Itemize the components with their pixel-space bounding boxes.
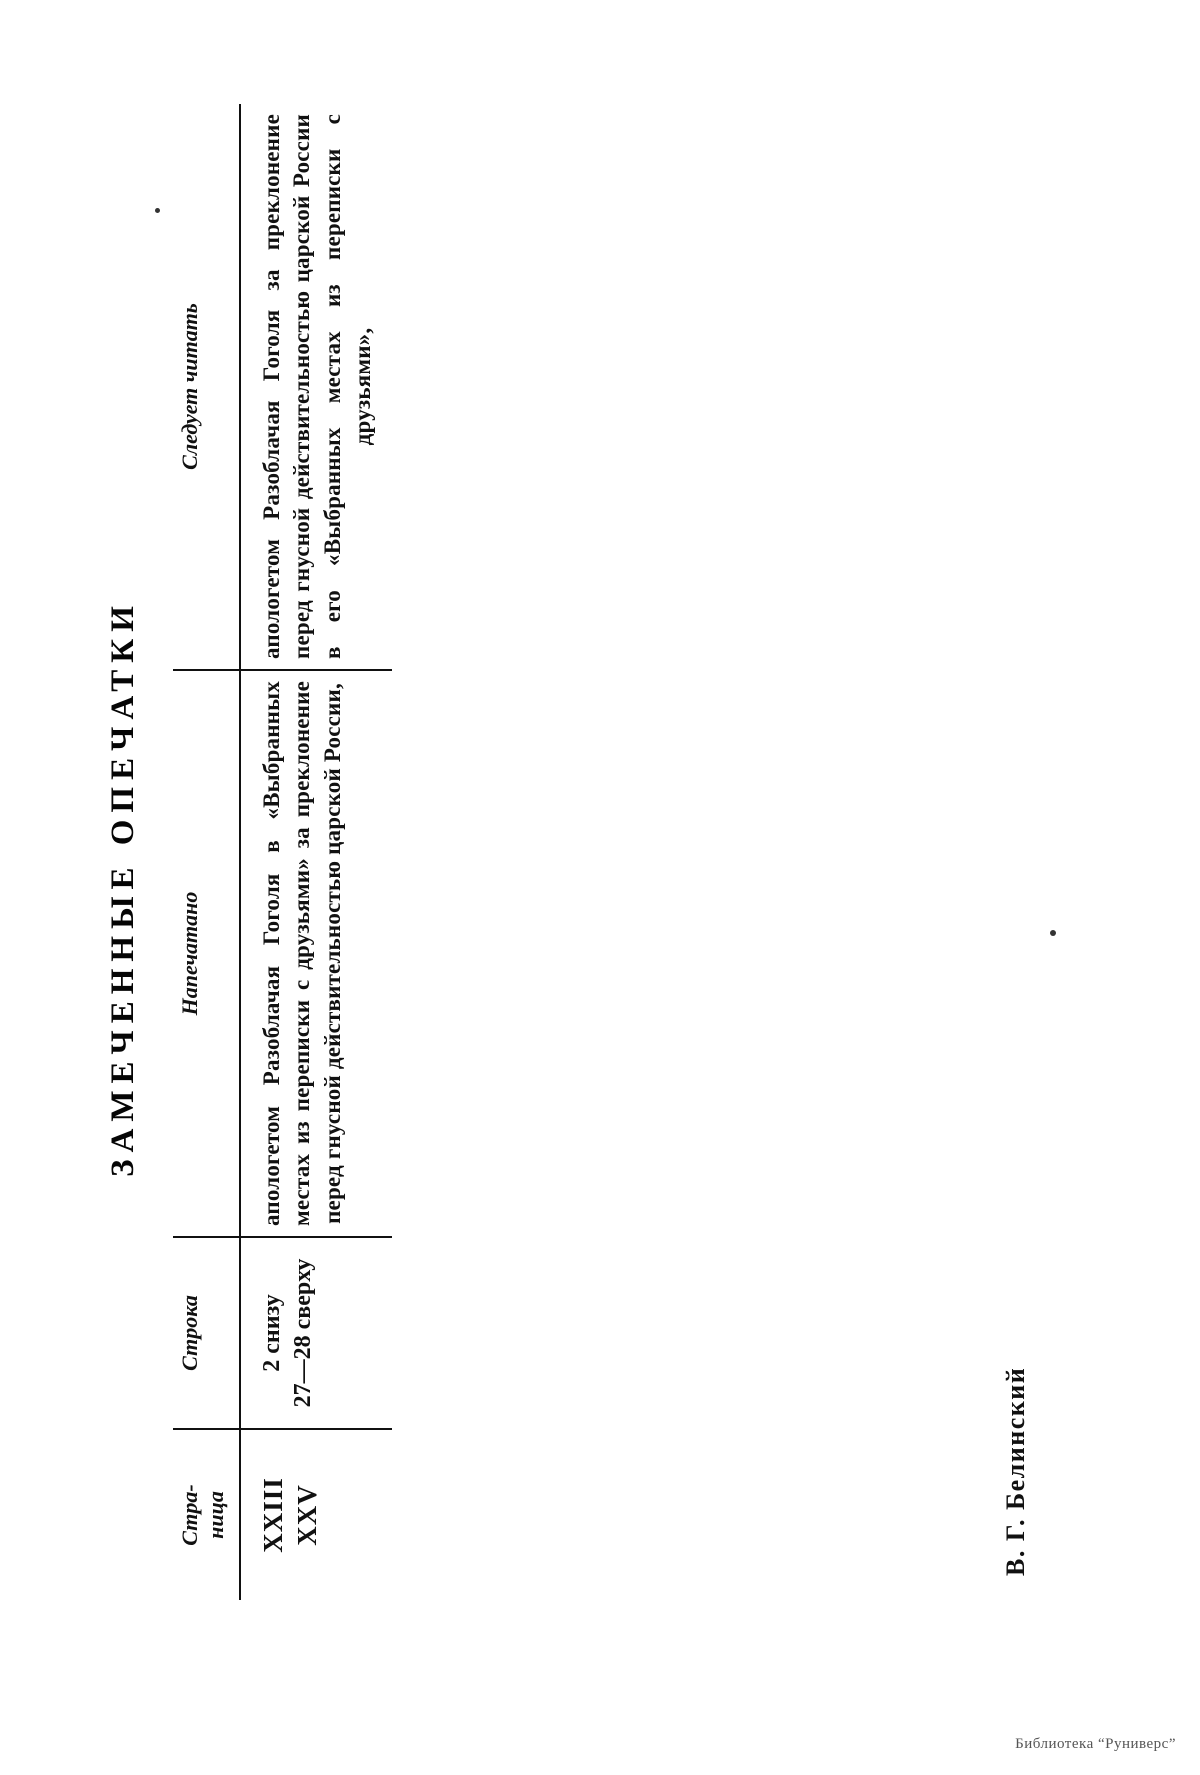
correct-text: апологетом Разоблачая Гоголя за преклонение перед гнусной действительностью царской России в его «Выбранных местах из переписки с друзьями»,: [259, 113, 376, 659]
ink-speck: [155, 208, 160, 213]
column-header-correct: Следует читать: [173, 104, 240, 670]
line-value-1: 2 снизу: [259, 1293, 285, 1372]
table-header-row: [173, 104, 240, 1600]
table-row: [240, 104, 392, 1600]
ink-speck: [1050, 930, 1056, 936]
errata-table: [173, 104, 392, 1600]
column-header-page-line1: Стра-: [177, 1483, 202, 1546]
table-body: [240, 104, 392, 1600]
rotated-page-container: [95, 88, 1105, 1688]
cell-line: [240, 1237, 392, 1429]
column-header-page: [173, 1429, 240, 1600]
page-value-1: XXIII: [258, 1476, 288, 1553]
cell-correct: [240, 104, 392, 670]
column-header-page-line2: ница: [203, 1490, 228, 1539]
line-value-2: 27—28 сверху: [290, 1258, 317, 1407]
page-value-2: XXV: [291, 1483, 322, 1546]
cell-page: [240, 1429, 392, 1600]
table-header: [173, 104, 240, 1600]
library-credit: Библиотека “Руниверс”: [1015, 1736, 1176, 1752]
page-content: [95, 88, 1105, 1688]
cell-printed: [240, 670, 392, 1237]
column-header-printed: Напечатано: [173, 670, 240, 1237]
printed-text: апологетом Разоблачая Гоголя в «Выбранных местах из переписки с друзьями» за преклонение перед гнусной действительностью царской России,: [259, 680, 345, 1226]
column-header-line: Строка: [173, 1237, 240, 1429]
page-title: ЗАМЕЧЕННЫЕ ОПЕЧАТКИ: [105, 598, 141, 1177]
author-signature: В. Г. Белинский: [1001, 1366, 1030, 1576]
